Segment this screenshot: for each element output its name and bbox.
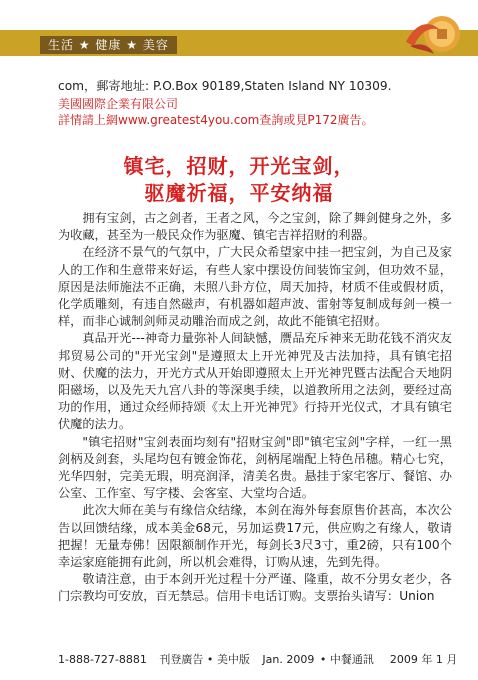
footer-date-en: Jan. 2009 bbox=[262, 653, 315, 666]
page-footer bbox=[58, 651, 468, 667]
section-tab: 生活 ★ 健康 ★ 美容 bbox=[40, 36, 177, 54]
paragraph: 敬请注意，由于本剑开光过程十分严谨、隆重，故不分男女老少，各门宗教均可安放，百无禁忌。信用卡电话订购。支票抬头请写：Union bbox=[58, 572, 452, 604]
article-title-line-2: 驱魔祈福，平安纳福 bbox=[144, 181, 334, 205]
footer-source: • 中餐通訊 bbox=[319, 653, 374, 666]
paragraph: 此次大师在美与有缘信众结缘，本剑在海外每套原售价甚高，本次公告以回馈结缘，成本美金68元，另加运费17元，供应购之有缘人，敬请把握！无量寿佛！因限额制作开光，每剑长3尺3寸，重2磅，只有100个幸运家庭能拥有此剑，所以机会难得，订购从速，先到先得。 bbox=[58, 503, 452, 570]
paragraph: "镇宅招财"宝剑表面均刻有"招财宝剑"即"镇宅宝剑"字样，一红一黑剑柄及剑套，头尾均包有镀金饰花，剑柄尾端配上特色吊穗。精心七究，光华四射，完美无瑕，明亮润泽，清美名贵。悬挂于家宅客厅、餐馆、办公室、工作室、写字楼、会客室、大堂均合适。 bbox=[58, 434, 452, 501]
footer-phone: 1-888-727-8881 bbox=[58, 653, 147, 666]
article-body bbox=[58, 210, 452, 606]
dragon-coin-logo-icon bbox=[400, 12, 470, 62]
paragraph: 拥有宝剑，古之剑者，王者之风，今之宝剑，除了舞剑健身之外，多为收藏，甚至为一般民众作为驱魔、镇宅吉祥招财的利器。 bbox=[58, 211, 452, 243]
mailing-address: com，郵寄地址: P.O.Box 90189,Staten Island NY 10309. bbox=[58, 79, 392, 93]
footer-publication: 刊登廣告 • 美中版 bbox=[159, 653, 250, 666]
paragraph: 在经济不景气的气氛中，广大民众希望家中挂一把宝剑，为自己及家人的工作和生意带来好运，有些人家中摆设仿间装饰宝剑，但功效不显，原因是法师施法不正确，未照八卦方位，周天加持，材质不佳或假材质，化学质雕刻，有违自然磁声，有机器如超声波、雷射等复制成每剑一模一样，而非心诚制剑师灵动雕治而成之剑，故此不能镇宅招财。 bbox=[58, 245, 452, 329]
article-title-line-1: 镇宅，招财，开光宝剑， bbox=[123, 154, 355, 178]
footer-date-zh: 2009 年 1 月 bbox=[389, 653, 458, 666]
paragraph: 真品开光---神奇力量弥补人间缺憾，赝品充斥神来无助花钱不消灾友邦贸易公司的"开光宝剑"是遵照太上开光神咒及古法加持，具有镇宅招财、伏魔的法力，开光方式从开始即遵照太上开光神咒暨古法配合天地阴阳磁场，以及先天九宫八卦的等深奥手续，以道教所用之法剑，要经过高功的作用，通过众经师持颂《太上开光神咒》行持开光仪式，才具有镇宅伏魔的法力。 bbox=[58, 331, 452, 432]
company-name: 美國國際企業有限公司 bbox=[58, 97, 179, 111]
website-line: 詳情請上網www.greatest4you.com查詢或見P172廣告。 bbox=[58, 113, 374, 127]
